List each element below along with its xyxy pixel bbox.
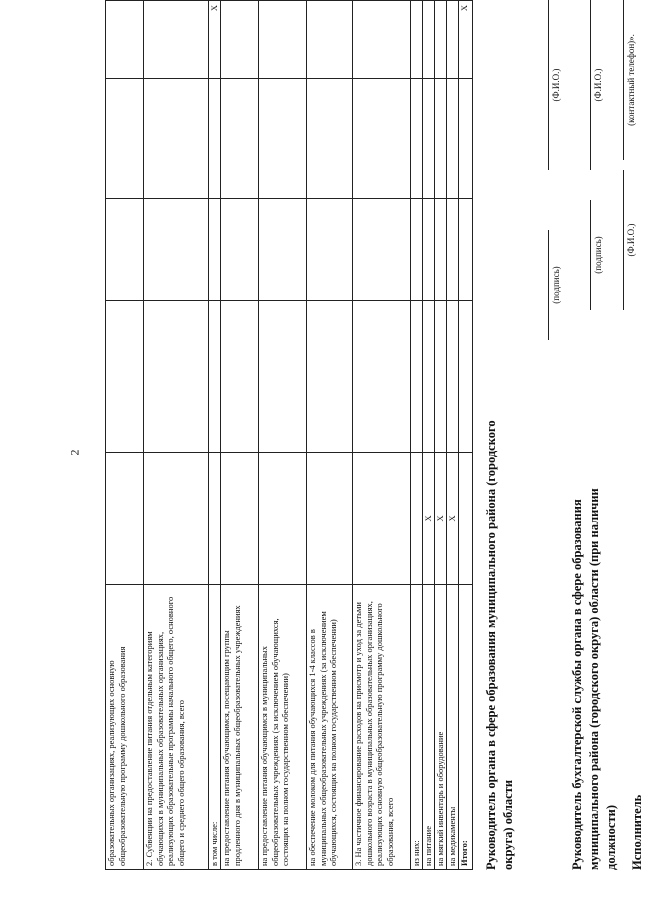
- table-row: [307, 1, 353, 870]
- cell-mark: [307, 1, 353, 79]
- cell-mark: [144, 452, 209, 584]
- signature-hint: (подпись): [551, 266, 561, 304]
- cell: [353, 79, 411, 199]
- rotated-page: [105, 0, 650, 870]
- table-row: [106, 1, 144, 870]
- name-hint: (Ф.И.О.): [626, 223, 636, 257]
- page-number: 2: [67, 449, 82, 456]
- row-label: 3. На частичное финансирование расходов на присмотр и уход за детьми дошкольного возраста в муниципальных образовательных организациях, реализующих основную общеобразовательную программу дошкольного образования, всего: [353, 584, 411, 869]
- cell-mark: [259, 1, 307, 79]
- cell: [259, 300, 307, 452]
- cell-mark: X: [459, 1, 473, 79]
- row-label: 2. Субвенции на предоставление питания отдельным категориям обучающихся в муниципальных образовательных организациях, реализующих образовательные программы начального общего, основного общего и среднего общего образования, всего: [144, 584, 209, 869]
- table-row: [353, 1, 411, 870]
- signature-block: [415, 0, 650, 870]
- cell: [259, 79, 307, 199]
- cell-mark: X: [423, 452, 435, 584]
- name-line: [590, 0, 591, 170]
- row-label: на предоставление питания обучающимся, посещающим группы продленного дня в муниципальных общеобразовательных учреждениях: [221, 584, 259, 869]
- cell-mark: [106, 1, 144, 79]
- cell: [353, 199, 411, 300]
- row-label-total: Итого:: [459, 584, 473, 869]
- signature-line: [590, 200, 591, 310]
- cell-mark: [307, 452, 353, 584]
- cell-mark: [353, 452, 411, 584]
- cell: [307, 79, 353, 199]
- cell-mark: [353, 1, 411, 79]
- table-row: [144, 1, 209, 870]
- cell: [221, 199, 259, 300]
- cell: [209, 79, 221, 199]
- row-label: на обеспечение молоком для питания обучающихся 1-4 классов в муниципальных общеобразовательных учреждениях (за исключением обучающихся, состоящих на полном государственном обеспечении): [307, 584, 353, 869]
- table-row: [221, 1, 259, 870]
- cell: [221, 300, 259, 452]
- phone-line: [623, 0, 624, 160]
- cell: [353, 300, 411, 452]
- row-label: в том числе:: [209, 584, 221, 869]
- cell: [106, 300, 144, 452]
- cell-mark: X: [447, 452, 459, 584]
- row-label: на предоставление питания обучающимся в муниципальных общеобразовательных учреждениях (за исключением обучающихся, состоящих на полном государственном обеспечении): [259, 584, 307, 869]
- cell: [221, 79, 259, 199]
- cell: [259, 199, 307, 300]
- cell-mark: [221, 1, 259, 79]
- row-label: на медикаменты: [447, 584, 459, 869]
- row-label: на питание: [423, 584, 435, 869]
- cell-mark: [259, 452, 307, 584]
- cell: [144, 199, 209, 300]
- cell-mark: [144, 1, 209, 79]
- cell-mark: X: [209, 1, 221, 79]
- name-line: [623, 170, 624, 310]
- cell-mark: [209, 452, 221, 584]
- row-label: на мягкий инвентарь и оборудование: [435, 584, 447, 869]
- cell-mark: X: [435, 452, 447, 584]
- cell: [144, 79, 209, 199]
- signature-hint: (подпись): [593, 236, 603, 274]
- row-label: из них:: [411, 584, 423, 869]
- executor-title: Исполнитель: [630, 794, 644, 870]
- cell: [307, 199, 353, 300]
- cell-mark: [106, 452, 144, 584]
- cell-mark: [221, 452, 259, 584]
- head-title: Руководитель органа в сфере образования муниципального района (городского округа) области: [484, 420, 515, 870]
- table-row: [259, 1, 307, 870]
- name-hint: (Ф.И.О.): [551, 68, 561, 102]
- cell: [106, 79, 144, 199]
- cell: [307, 300, 353, 452]
- cell: [106, 199, 144, 300]
- table-row: [209, 1, 221, 870]
- cell: [144, 300, 209, 452]
- signature-line: [548, 230, 549, 340]
- accountant-title: Руководитель бухгалтерской службы органа в сфере образования муниципального района (городского округа) области (при наличии должности): [570, 488, 618, 870]
- cell: [209, 199, 221, 300]
- name-line: [548, 0, 549, 170]
- phone-hint: (контактный телефон)».: [626, 34, 636, 126]
- name-hint: (Ф.И.О.): [593, 68, 603, 102]
- cell: [209, 300, 221, 452]
- row-label: образовательных организациях, реализующих основную общеобразовательную программу дошкольного образования: [106, 584, 144, 869]
